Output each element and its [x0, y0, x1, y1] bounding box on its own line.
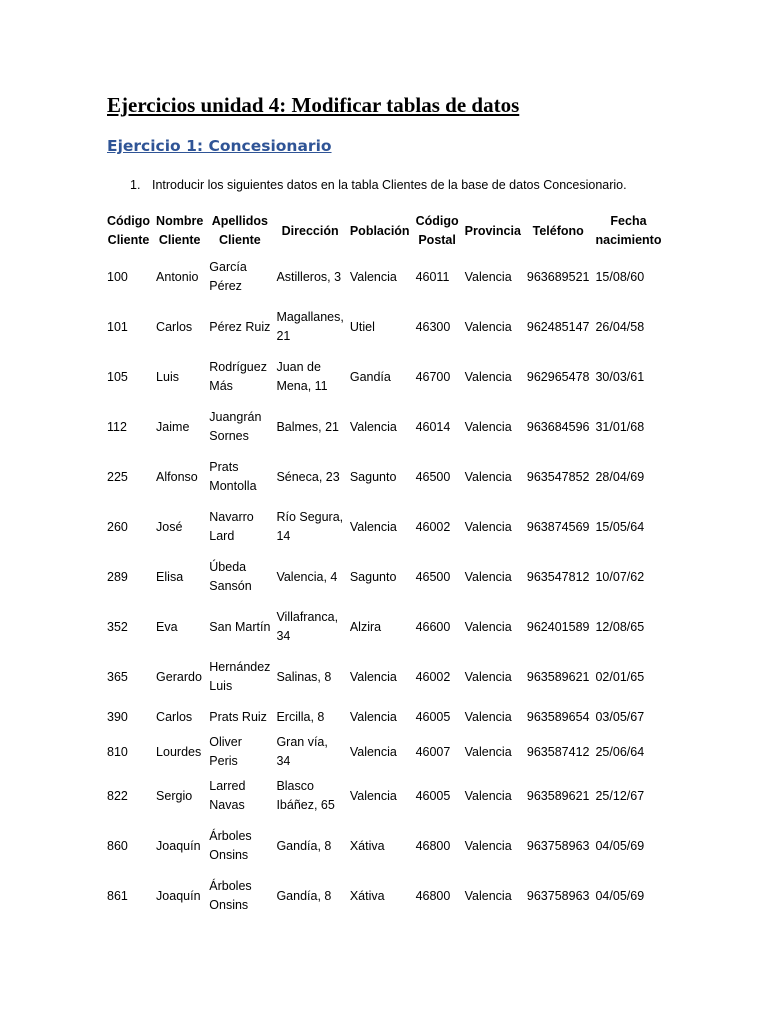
cell-telefono: 962401589: [526, 619, 590, 634]
cell-poblacion: Valencia: [349, 744, 397, 759]
cell-codigo: 860: [107, 838, 128, 853]
cell-provincia: Valencia: [464, 888, 512, 903]
cell-poblacion: Sagunto: [349, 469, 397, 484]
table-header-row: [104, 210, 664, 252]
cell-apellidos: Hernández Luis: [209, 660, 271, 693]
cell-provincia: Valencia: [464, 619, 512, 634]
cell-poblacion: Valencia: [349, 269, 397, 284]
cell-nombre: Elisa: [156, 569, 184, 584]
cell-codigo: 101: [107, 319, 128, 334]
cell-codigo: 822: [107, 788, 128, 803]
cell-telefono: 963547812: [526, 569, 590, 584]
column-header: Apellidos Cliente: [211, 214, 268, 247]
table-row: [104, 733, 664, 771]
cell-fecha: 04/05/69: [595, 838, 645, 853]
cell-telefono: 963589621: [526, 788, 590, 803]
table-row: [104, 652, 664, 702]
cell-direccion: Ercilla, 8: [276, 710, 325, 724]
cell-codigo: 365: [107, 669, 128, 684]
cell-nombre: Alfonso: [156, 469, 198, 484]
cell-provincia: Valencia: [464, 710, 512, 724]
cell-codigo: 100: [107, 269, 128, 284]
cell-fecha: 30/03/61: [595, 369, 645, 384]
cell-codigo-postal: 46700: [415, 369, 451, 384]
cell-direccion: Astilleros, 3: [276, 269, 342, 284]
cell-nombre: Lourdes: [156, 744, 202, 759]
cell-fecha: 26/04/58: [595, 319, 645, 334]
column-header: Teléfono: [532, 223, 584, 238]
cell-provincia: Valencia: [464, 419, 512, 434]
cell-telefono: 963758963: [526, 838, 590, 853]
cell-fecha: 31/01/68: [595, 419, 645, 434]
cell-apellidos: Pérez Ruiz: [209, 319, 271, 334]
cell-nombre: Sergio: [156, 788, 193, 803]
cell-apellidos: Rodríguez Más: [209, 360, 267, 393]
cell-poblacion: Gandía: [349, 369, 391, 384]
cell-poblacion: Sagunto: [349, 569, 397, 584]
table-row: [104, 552, 664, 602]
cell-nombre: Carlos: [156, 319, 193, 334]
cell-nombre: Antonio: [156, 269, 199, 284]
instruction-item: [130, 176, 627, 194]
column-header: Dirección: [281, 223, 339, 238]
cell-provincia: Valencia: [464, 569, 512, 584]
column-header: Población: [349, 223, 410, 238]
column-header: Código Cliente: [107, 214, 151, 247]
cell-fecha: 04/05/69: [595, 888, 645, 903]
cell-direccion: Villafranca, 34: [276, 610, 339, 643]
cell-telefono: 963689521: [526, 269, 590, 284]
cell-codigo: 105: [107, 369, 128, 384]
cell-codigo-postal: 46007: [415, 744, 451, 759]
cell-provincia: Valencia: [464, 369, 512, 384]
cell-poblacion: Xátiva: [349, 838, 385, 853]
cell-codigo: 352: [107, 619, 128, 634]
table-row: [104, 452, 664, 502]
cell-nombre: Gerardo: [156, 669, 202, 684]
cell-codigo-postal: 46011: [415, 269, 450, 284]
cell-nombre: Carlos: [156, 710, 193, 724]
cell-apellidos: Juangrán Sornes: [209, 410, 262, 443]
cell-poblacion: Valencia: [349, 519, 397, 534]
column-header: Fecha nacimiento: [595, 214, 662, 247]
table-row: [104, 352, 664, 402]
cell-codigo-postal: 46600: [415, 619, 451, 634]
cell-provincia: Valencia: [464, 788, 512, 803]
cell-codigo: 260: [107, 519, 128, 534]
cell-poblacion: Valencia: [349, 669, 397, 684]
cell-codigo-postal: 46500: [415, 469, 451, 484]
cell-codigo: 112: [107, 419, 127, 434]
cell-poblacion: Alzira: [349, 619, 382, 634]
table-row: [104, 821, 664, 871]
column-header: Código Postal: [415, 214, 459, 247]
cell-poblacion: Valencia: [349, 419, 397, 434]
cell-codigo: 810: [107, 744, 128, 759]
document-title: Ejercicios unidad 4: Modificar tablas de datos: [107, 93, 520, 117]
table-row: [104, 771, 664, 821]
cell-provincia: Valencia: [464, 319, 512, 334]
cell-direccion: Juan de Mena, 11: [276, 360, 328, 393]
cell-telefono: 963874569: [526, 519, 590, 534]
cell-apellidos: Navarro Lard: [209, 510, 254, 543]
cell-fecha: 02/01/65: [595, 669, 645, 684]
cell-telefono: 962485147: [526, 319, 590, 334]
cell-nombre: Luis: [156, 369, 179, 384]
cell-codigo: 390: [107, 710, 128, 724]
cell-codigo-postal: 46002: [415, 669, 451, 684]
cell-poblacion: Valencia: [349, 710, 397, 724]
cell-direccion: Gandía, 8: [276, 888, 332, 903]
cell-codigo-postal: 46800: [415, 838, 451, 853]
cell-fecha: 15/05/64: [595, 519, 645, 534]
cell-telefono: 963589654: [526, 710, 590, 724]
cell-codigo-postal: 46014: [415, 419, 451, 434]
cell-provincia: Valencia: [464, 744, 512, 759]
cell-fecha: 10/07/62: [595, 569, 645, 584]
cell-codigo-postal: 46300: [415, 319, 451, 334]
table-row: [104, 302, 664, 352]
cell-poblacion: Utiel: [349, 319, 375, 334]
cell-apellidos: Larred Navas: [209, 779, 246, 812]
section-title: Ejercicio 1: Concesionario: [107, 137, 332, 155]
column-header: Provincia: [464, 223, 521, 238]
cell-apellidos: García Pérez: [209, 260, 247, 293]
cell-apellidos: Árboles Onsins: [209, 829, 252, 862]
cell-apellidos: Prats Montolla: [209, 460, 257, 493]
cell-direccion: Séneca, 23: [276, 469, 340, 484]
cell-poblacion: Xátiva: [349, 888, 385, 903]
cell-nombre: José: [156, 519, 183, 534]
cell-codigo: 225: [107, 469, 128, 484]
cell-telefono: 963684596: [526, 419, 590, 434]
cell-codigo-postal: 46500: [415, 569, 451, 584]
cell-direccion: Salinas, 8: [276, 669, 332, 684]
cell-codigo-postal: 46002: [415, 519, 451, 534]
instruction-text: Introducir los siguientes datos en la tabla Clientes de la base de datos Concesionario.: [152, 178, 627, 192]
cell-nombre: Eva: [156, 619, 178, 634]
cell-provincia: Valencia: [464, 269, 512, 284]
cell-nombre: Joaquín: [156, 888, 201, 903]
cell-codigo: 861: [107, 888, 128, 903]
cell-provincia: Valencia: [464, 519, 512, 534]
table-row: [104, 871, 664, 921]
cell-fecha: 25/12/67: [595, 788, 645, 803]
cell-direccion: Gran vía, 34: [276, 735, 328, 768]
cell-direccion: Gandía, 8: [276, 838, 332, 853]
cell-nombre: Joaquín: [156, 838, 201, 853]
cell-codigo-postal: 46005: [415, 710, 451, 724]
cell-fecha: 03/05/67: [595, 710, 645, 724]
cell-nombre: Jaime: [156, 419, 190, 434]
cell-apellidos: San Martín: [209, 619, 271, 634]
cell-fecha: 15/08/60: [595, 269, 645, 284]
cell-telefono: 963589621: [526, 669, 590, 684]
table-row: [104, 502, 664, 552]
cell-provincia: Valencia: [464, 469, 512, 484]
table-body: [104, 252, 664, 921]
cell-provincia: Valencia: [464, 669, 512, 684]
clients-table: [104, 210, 664, 921]
table-row: [104, 702, 664, 733]
cell-direccion: Balmes, 21: [276, 419, 339, 434]
cell-direccion: Magallanes, 21: [276, 310, 344, 343]
cell-codigo-postal: 46005: [415, 788, 451, 803]
cell-apellidos: Árboles Onsins: [209, 879, 252, 912]
cell-apellidos: Prats Ruiz: [209, 710, 267, 724]
cell-codigo: 289: [107, 569, 128, 584]
cell-telefono: 962965478: [526, 369, 590, 384]
cell-provincia: Valencia: [464, 838, 512, 853]
cell-codigo-postal: 46800: [415, 888, 451, 903]
table-row: [104, 402, 664, 452]
cell-direccion: Valencia, 4: [276, 569, 338, 584]
cell-fecha: 12/08/65: [595, 619, 645, 634]
cell-telefono: 963547852: [526, 469, 590, 484]
cell-direccion: Blasco Ibáñez, 65: [276, 779, 335, 812]
cell-apellidos: Úbeda Sansón: [209, 560, 252, 593]
cell-poblacion: Valencia: [349, 788, 397, 803]
cell-apellidos: Oliver Peris: [209, 735, 242, 768]
cell-fecha: 28/04/69: [595, 469, 645, 484]
instruction-number: 1.: [130, 178, 141, 192]
cell-fecha: 25/06/64: [595, 744, 645, 759]
cell-telefono: 963758963: [526, 888, 590, 903]
table-row: [104, 252, 664, 302]
cell-telefono: 963587412: [526, 744, 590, 759]
cell-direccion: Río Segura, 14: [276, 510, 344, 543]
column-header: Nombre Cliente: [156, 214, 204, 247]
table-row: [104, 602, 664, 652]
